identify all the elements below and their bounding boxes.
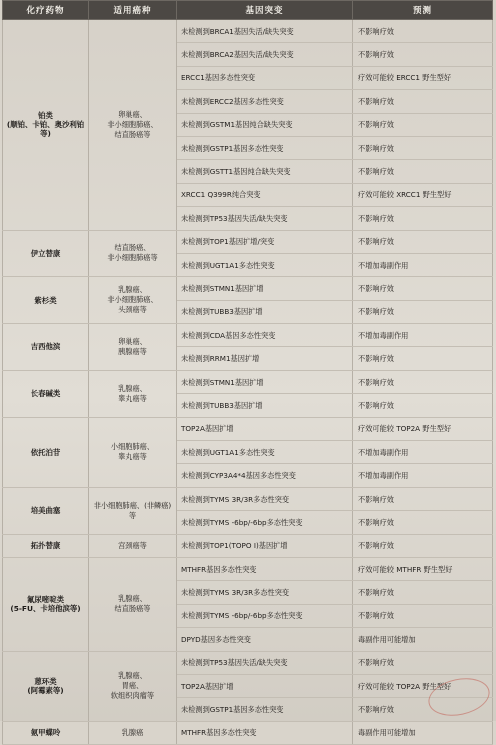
cancer-type-cell: 乳腺癌、 结直肠癌等 [89, 557, 177, 651]
drug-cell: 紫杉类 [3, 277, 89, 324]
gene-mutation-cell: 未检测到GSTM1基因纯合缺失突变 [177, 113, 353, 136]
prediction-cell: 疗效可能较 ERCC1 野生型好 [353, 66, 493, 89]
gene-mutation-cell: 未检测到ERCC2基因多态性突变 [177, 90, 353, 113]
header-row [3, 1, 493, 20]
drug-cell: 蒽环类 (阿霉素等) [3, 651, 89, 721]
prediction-cell: 疗效可能较 TOP2A 野生型好 [353, 417, 493, 440]
prediction-cell: 不影响疗效 [353, 581, 493, 604]
gene-mutation-cell: 未检测到TYMS 3R/3R多态性突变 [177, 581, 353, 604]
prediction-cell: 疗效可能较 XRCC1 野生型好 [353, 183, 493, 206]
cancer-type-cell: 乳腺癌 [89, 721, 177, 744]
drug-cell: 铂类 (顺铂、卡铂、奥沙利铂等) [3, 20, 89, 231]
prediction-cell: 不影响疗效 [353, 651, 493, 674]
gene-mutation-cell: 未检测到STMN1基因扩增 [177, 370, 353, 393]
gene-mutation-cell: 未检测到TYMS 3R/3R多态性突变 [177, 487, 353, 510]
prediction-cell: 不影响疗效 [353, 698, 493, 721]
drug-cell: 伊立替康 [3, 230, 89, 277]
drug-cell: 培美曲塞 [3, 487, 89, 534]
prediction-cell: 不影响疗效 [353, 136, 493, 159]
drug-cell: 氨甲蝶呤 [3, 721, 89, 744]
prediction-cell: 不增加毒副作用 [353, 464, 493, 487]
chemo-drug-gene-table [2, 0, 493, 745]
drug-cell: 拓扑替康 [3, 534, 89, 557]
gene-mutation-cell: 未检测到TUBB3基因扩增 [177, 300, 353, 323]
gene-mutation-cell: 未检测到RRM1基因扩增 [177, 347, 353, 370]
gene-mutation-cell: XRCC1 Q399R纯合突变 [177, 183, 353, 206]
cancer-type-cell: 乳腺癌、 非小细胞肺癌、 头颈癌等 [89, 277, 177, 324]
gene-mutation-cell: 未检测到CYP3A4*4基因多态性突变 [177, 464, 353, 487]
prediction-cell: 不影响疗效 [353, 604, 493, 627]
prediction-cell: 不增加毒副作用 [353, 324, 493, 347]
gene-mutation-cell: 未检测到TYMS -6bp/-6bp多态性突变 [177, 604, 353, 627]
gene-mutation-cell: 未检测到TP53基因失活/缺失突变 [177, 651, 353, 674]
prediction-cell: 不影响疗效 [353, 90, 493, 113]
prediction-cell: 不增加毒副作用 [353, 253, 493, 276]
gene-mutation-cell: DPYD基因多态性突变 [177, 628, 353, 651]
prediction-cell: 疗效可能较 TOP2A 野生型好 [353, 674, 493, 697]
cancer-type-cell: 卵巢癌、 非小细胞肺癌、 结直肠癌等 [89, 20, 177, 231]
drug-cell: 依托泊苷 [3, 417, 89, 487]
prediction-cell: 不影响疗效 [353, 300, 493, 323]
gene-mutation-cell: 未检测到TOP1基因扩增/突变 [177, 230, 353, 253]
cancer-type-cell: 乳腺癌、 睾丸癌等 [89, 370, 177, 417]
table-row [3, 721, 493, 744]
prediction-cell: 不影响疗效 [353, 230, 493, 253]
gene-mutation-cell: MTHFR基因多态性突变 [177, 721, 353, 744]
header-gene: 基因突变 [177, 1, 353, 20]
table-body [3, 20, 493, 745]
cancer-type-cell: 非小细胞肺癌、(非鳞癌)等 [89, 487, 177, 534]
header-cancer: 适用癌种 [89, 1, 177, 20]
gene-mutation-cell: 未检测到GSTP1基因多态性突变 [177, 698, 353, 721]
cancer-type-cell: 卵巢癌、 胰腺癌等 [89, 324, 177, 371]
gene-mutation-cell: 未检测到TOP1(TOPO I)基因扩增 [177, 534, 353, 557]
prediction-cell: 不影响疗效 [353, 160, 493, 183]
table-row [3, 417, 493, 440]
gene-mutation-cell: TOP2A基因扩增 [177, 674, 353, 697]
header-prediction: 预测 [353, 1, 493, 20]
prediction-cell: 不影响疗效 [353, 487, 493, 510]
drug-cell: 吉西他滨 [3, 324, 89, 371]
gene-mutation-cell: 未检测到TUBB3基因扩增 [177, 394, 353, 417]
prediction-cell: 不影响疗效 [353, 207, 493, 230]
prediction-cell: 毒副作用可能增加 [353, 628, 493, 651]
drug-cell: 长春碱类 [3, 370, 89, 417]
gene-mutation-cell: 未检测到BRCA2基因失活/缺失突变 [177, 43, 353, 66]
drug-cell: 氟尿嘧啶类 (5-FU、卡培他滨等) [3, 557, 89, 651]
prediction-cell: 不影响疗效 [353, 277, 493, 300]
cancer-type-cell: 结直肠癌、 非小细胞肺癌等 [89, 230, 177, 277]
gene-mutation-cell: 未检测到GSTT1基因纯合缺失突变 [177, 160, 353, 183]
prediction-cell: 疗效可能较 MTHFR 野生型好 [353, 557, 493, 580]
prediction-cell: 不影响疗效 [353, 20, 493, 43]
gene-mutation-cell: 未检测到TP53基因失活/缺失突变 [177, 207, 353, 230]
prediction-cell: 不影响疗效 [353, 43, 493, 66]
prediction-cell: 不影响疗效 [353, 534, 493, 557]
prediction-cell: 不影响疗效 [353, 113, 493, 136]
prediction-cell: 不影响疗效 [353, 370, 493, 393]
prediction-cell: 不影响疗效 [353, 394, 493, 417]
table-row [3, 487, 493, 510]
gene-mutation-cell: MTHFR基因多态性突变 [177, 557, 353, 580]
prediction-cell: 不增加毒副作用 [353, 441, 493, 464]
table-row [3, 370, 493, 393]
table-row [3, 324, 493, 347]
gene-mutation-cell: 未检测到BRCA1基因失活/缺失突变 [177, 20, 353, 43]
gene-mutation-cell: 未检测到UGT1A1多态性突变 [177, 441, 353, 464]
gene-mutation-cell: 未检测到CDA基因多态性突变 [177, 324, 353, 347]
table-row [3, 557, 493, 580]
gene-mutation-cell: ERCC1基因多态性突变 [177, 66, 353, 89]
table-row [3, 20, 493, 43]
cancer-type-cell: 小细胞肺癌、 睾丸癌等 [89, 417, 177, 487]
prediction-cell: 不影响疗效 [353, 347, 493, 370]
gene-mutation-cell: TOP2A基因扩增 [177, 417, 353, 440]
prediction-cell: 不影响疗效 [353, 511, 493, 534]
cancer-type-cell: 乳腺癌、 胃癌、 软组织肉瘤等 [89, 651, 177, 721]
gene-mutation-cell: 未检测到STMN1基因扩增 [177, 277, 353, 300]
gene-mutation-cell: 未检测到UGT1A1多态性突变 [177, 253, 353, 276]
gene-mutation-cell: 未检测到TYMS -6bp/-6bp多态性突变 [177, 511, 353, 534]
gene-mutation-cell: 未检测到GSTP1基因多态性突变 [177, 136, 353, 159]
table-row [3, 651, 493, 674]
header-drug: 化疗药物 [3, 1, 89, 20]
cancer-type-cell: 宫颈癌等 [89, 534, 177, 557]
table-row [3, 277, 493, 300]
table-row [3, 230, 493, 253]
prediction-cell: 毒副作用可能增加 [353, 721, 493, 744]
table-row [3, 534, 493, 557]
